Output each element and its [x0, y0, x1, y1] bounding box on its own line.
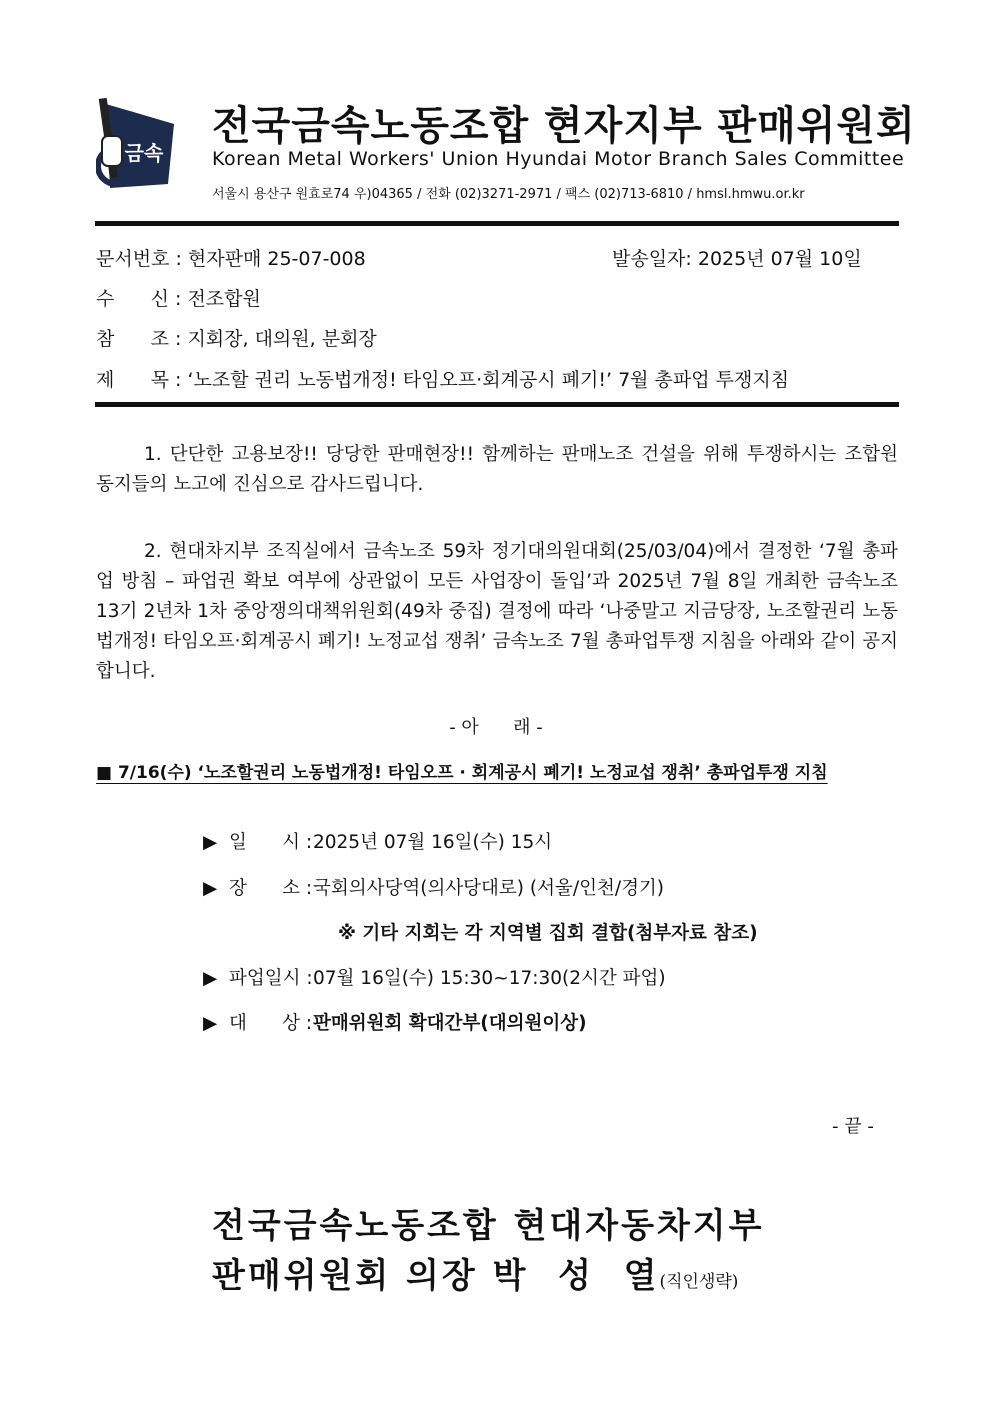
subject: ‘노조할 권리 노동법개정! 타임오프·회계공시 폐기!’ 7월 총파업 투쟁지침 [187, 369, 790, 391]
reference: 지회장, 대의원, 분회장 [187, 328, 377, 350]
paragraph-1-text: 1. 단단한 고용보장!! 당당한 판매현장!! 함께하는 판매노조 건설을 위해 투쟁하시는 조합원 동지들의 노고에 진심으로 감사드립니다. [96, 444, 898, 495]
item-note: ※ 기타 지회는 각 지역별 집회 결합(첨부자료 참조) [338, 923, 758, 944]
item-place [203, 874, 664, 900]
org-title: 전국금속노동조합 현자지부 판매위원회 [212, 103, 916, 149]
doc-number-row [96, 244, 366, 271]
paragraph-2 [96, 537, 898, 687]
paragraph-2-text: 2. 현대차지부 조직실에서 금속노조 59차 정기대의원대회(25/03/04)에서 결정한 ‘7월 총파업 방침 – 파업권 확보 여부에 상관없이 모든 사업장이 돌입’과 2025년 7월 8일 개최한 금속노조 13기 2년차 1차 중앙쟁의대책위원회(49차 중집) 결정에 따라 ‘나중말고 지금당장, 노조할권리 노동법개정! 타임오프·회계공시 폐기! 노정교섭 쟁취’ 금속노조 7월 총파업투쟁 지침을 아래와 같이 공지합니다. [96, 541, 898, 682]
item-target-label: 대 상 : [229, 1013, 313, 1034]
logo-text: 금속 [124, 141, 164, 165]
bullet-icon: ▶ [203, 1013, 218, 1034]
section-title: ■ 7/16(수) ‘노조할권리 노동법개정! 타임오프 · 회계공시 폐기! 노정교섭 쟁취’ 총파업투쟁 지침 [96, 763, 828, 783]
recipient: 전조합원 [187, 288, 261, 310]
reference-label: 참 조 : [96, 328, 182, 350]
item-place-label: 장 소 : [229, 878, 313, 899]
reference-row [96, 324, 377, 351]
item-time-value: 2025년 07월 16일(수) 15시 [313, 832, 553, 853]
end-mark: - 끝 - [832, 1116, 874, 1137]
subject-row [96, 365, 789, 392]
signature-line-1: 전국금속노동조합 현대자동차지부 [212, 1206, 765, 1246]
subject-label: 제 목 : [96, 369, 182, 391]
send-date: 발송일자: 2025년 07월 10일 [612, 248, 862, 270]
bullet-icon: ▶ [203, 832, 218, 853]
doc-number-label: 문서번호 : [96, 248, 182, 270]
item-place-value: 국회의사당역(의사당대로) (서울/인천/경기) [313, 878, 665, 899]
signature-line-2 [212, 1248, 738, 1297]
org-address: 서울시 용산구 원효로74 우)04365 / 전화 (02)3271-2971 / 팩스 (02)713-6810 / hmsl.hmwu.or.kr [212, 187, 805, 202]
below-heading: - 아 래 - [449, 717, 543, 738]
item-target [203, 1009, 587, 1035]
item-target-value: 판매위원회 확대간부(대의원이상) [313, 1013, 587, 1034]
org-title-en: Korean Metal Workers' Union Hyundai Motor Branch Sales Committee [212, 148, 905, 170]
signature-name: 판매위원회 의장 박 성 열 [212, 1256, 660, 1296]
bullet-icon: ▶ [203, 878, 218, 899]
union-logo [96, 96, 180, 206]
item-strike-value: 07월 16일(수) 15:30~17:30(2시간 파업) [313, 968, 666, 989]
paragraph-1 [96, 440, 898, 500]
item-time [203, 828, 552, 854]
seal-omitted-note: (직인생략) [659, 1272, 739, 1292]
item-strike-label: 파업일시 : [229, 968, 313, 989]
recipient-label: 수 신 : [96, 288, 182, 310]
doc-number: 현자판매 25-07-008 [187, 248, 366, 270]
item-time-label: 일 시 : [229, 832, 313, 853]
item-strike-time [203, 964, 666, 990]
recipient-row [96, 284, 261, 311]
header-rule [95, 221, 899, 226]
meta-rule [95, 402, 899, 407]
bullet-icon: ▶ [203, 968, 218, 989]
